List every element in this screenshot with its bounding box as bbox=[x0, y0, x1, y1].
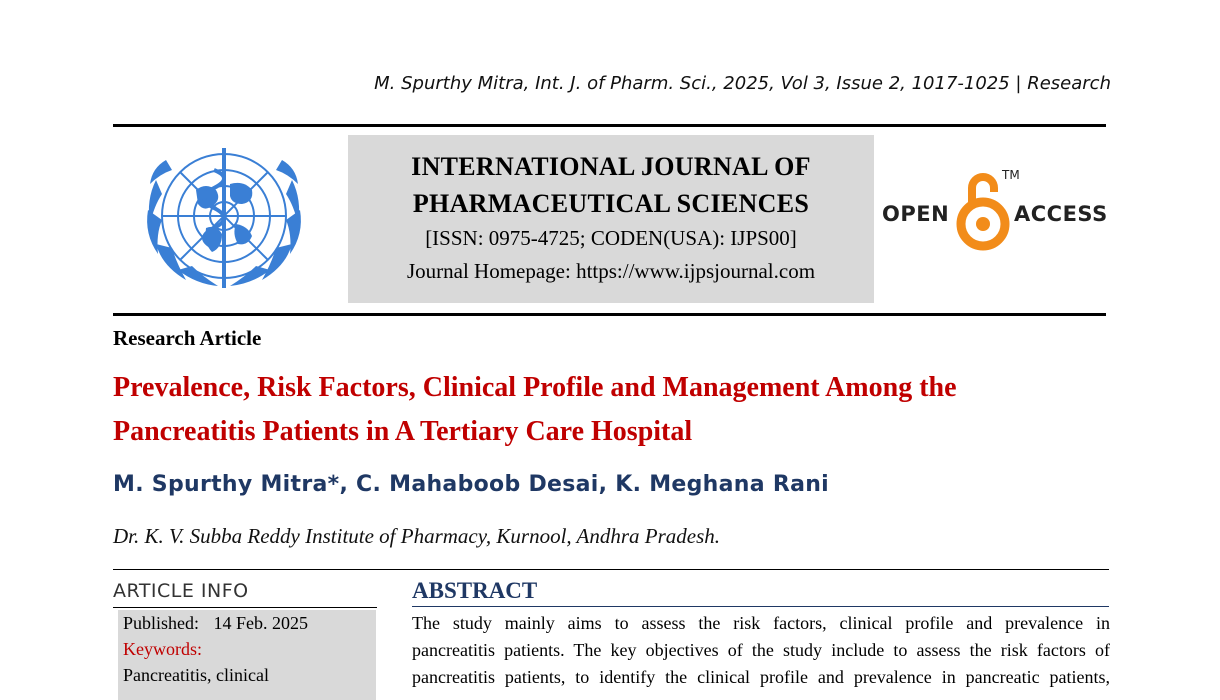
author-list: M. Spurthy Mitra*, C. Mahaboob Desai, K. Meghana Rani bbox=[113, 472, 830, 497]
abstract-body bbox=[412, 610, 1110, 691]
abstract-line2: pancreatitis patients. The key objectives of the study include to assess the risk factors of bbox=[412, 640, 1110, 660]
article-title bbox=[113, 366, 1113, 454]
open-access-open-text: OPEN bbox=[882, 202, 950, 226]
abstract-line1: The study mainly aims to assess the risk factors, clinical profile and prevalence in bbox=[412, 613, 1110, 633]
article-type: Research Article bbox=[113, 326, 262, 350]
article-title-line1: Prevalence, Risk Factors, Clinical Profile and Management Among the bbox=[113, 372, 957, 403]
section-divider bbox=[113, 569, 1109, 570]
abstract-line3: pancreatitis patients, to identify the clinical profile and prevalence in pancreatic patients, bbox=[412, 667, 1110, 687]
header-top-rule bbox=[113, 124, 1106, 127]
journal-title-line2: PHARMACEUTICAL SCIENCES bbox=[412, 189, 810, 218]
article-info-box bbox=[118, 610, 376, 700]
journal-title-box bbox=[348, 135, 874, 303]
article-info-heading: ARTICLE INFO bbox=[113, 580, 249, 602]
article-info-rule bbox=[113, 607, 377, 608]
journal-issn: [ISSN: 0975-4725; CODEN(USA): IJPS00] bbox=[425, 226, 797, 250]
abstract-heading: ABSTRACT bbox=[412, 578, 1109, 607]
published-label: Published: bbox=[123, 613, 200, 633]
header-bottom-rule bbox=[113, 313, 1106, 316]
keywords-label: Keywords: bbox=[123, 639, 202, 659]
published-date: 14 Feb. 2025 bbox=[213, 613, 309, 633]
open-access-logo bbox=[878, 166, 1108, 252]
published-row bbox=[123, 610, 308, 636]
keywords-value: Pancreatitis, clinical bbox=[123, 665, 269, 685]
journal-emblem-logo bbox=[126, 140, 322, 306]
journal-title-line1: INTERNATIONAL JOURNAL OF bbox=[411, 152, 811, 181]
article-title-line2: Pancreatitis Patients in A Tertiary Care Hospital bbox=[113, 416, 693, 447]
affiliation: Dr. K. V. Subba Reddy Institute of Pharmacy, Kurnool, Andhra Pradesh. bbox=[113, 524, 721, 548]
running-head: M. Spurthy Mitra, Int. J. of Pharm. Sci., 2025, Vol 3, Issue 2, 1017-1025 | Research bbox=[374, 73, 1111, 94]
trademark-mark: TM bbox=[1002, 168, 1020, 182]
open-access-access-text: ACCESS bbox=[1014, 202, 1108, 226]
journal-homepage[interactable]: Journal Homepage: https://www.ijpsjournal.com bbox=[406, 259, 816, 283]
